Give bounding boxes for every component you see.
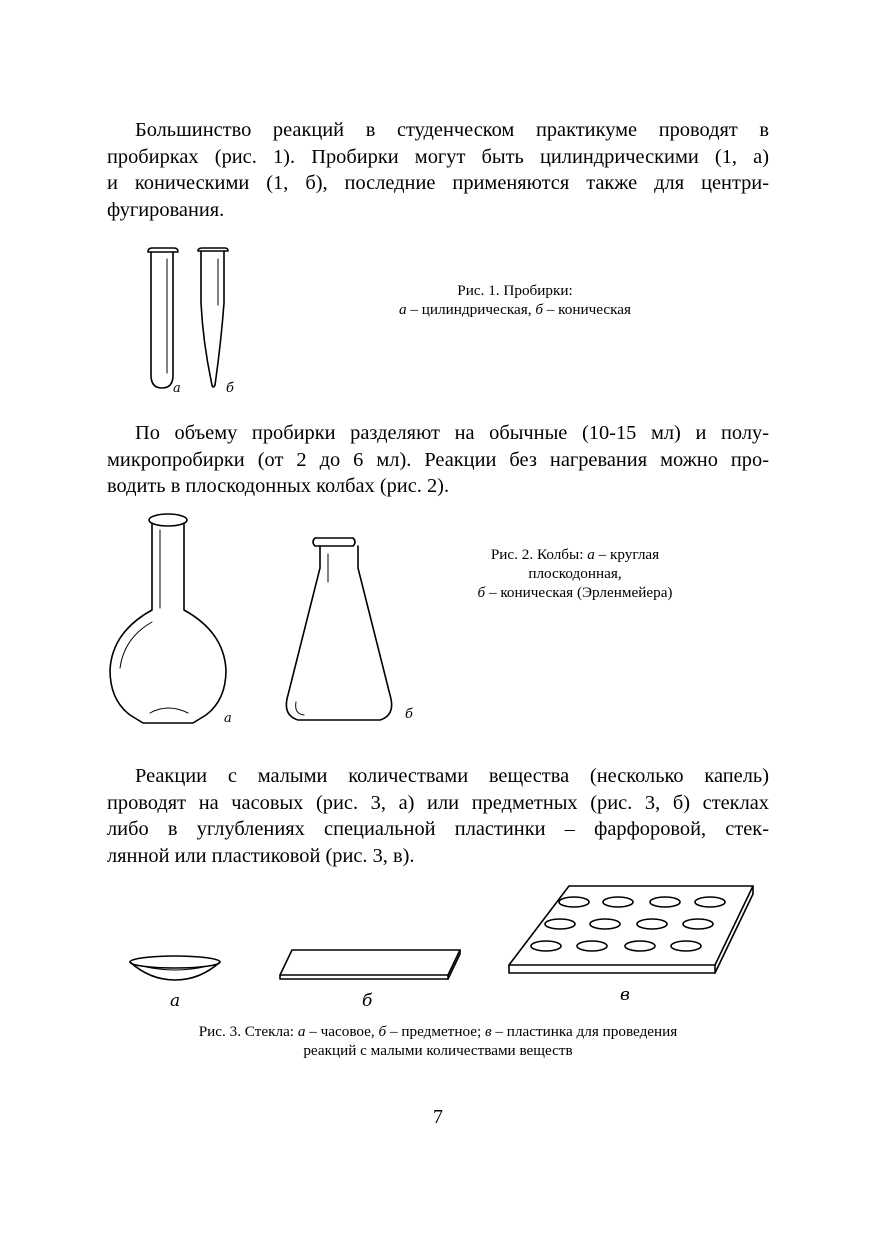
figure-1-caption (345, 281, 685, 319)
caption-line (100, 1022, 776, 1041)
paragraph-line: фугирования. (107, 198, 225, 221)
caption-letter: а (297, 1023, 306, 1040)
paragraph-line: проводят на часовых (рис. 3, а) или предметных (рис. 3, б) стеклах (107, 791, 769, 814)
erlenmeyer-flask-drawing (286, 538, 391, 720)
figure-3-label-c: в (620, 985, 630, 1005)
watch-glass-drawing (130, 956, 220, 980)
caption-letter: а (587, 546, 595, 563)
paragraph-line: Большинство реакций в студенческом практикуме проводят в (135, 119, 769, 141)
paragraph-tube-volume (107, 420, 769, 500)
cylindrical-test-tube-drawing (148, 248, 178, 388)
caption-text: Рис. 3. Стекла: (198, 1023, 298, 1040)
caption-text: – круглая (594, 546, 660, 563)
figure-3-label-a: а (170, 991, 181, 1011)
paragraph-line: пробирках (рис. 1). Пробирки могут быть цилиндрическими (1, а) (107, 145, 769, 168)
figure-2-caption (430, 545, 720, 602)
figure-3-glasses (120, 880, 770, 1010)
paragraph-glasses (107, 763, 769, 869)
caption-text: – коническая (542, 301, 631, 318)
caption-line: плоскодонная, (528, 565, 622, 582)
paragraph-line: Реакции с малыми количествами вещества (несколько капель) (135, 765, 769, 787)
round-flask-drawing (110, 514, 226, 723)
paragraph-line: и коническими (1, б), последние применяются также для центри- (107, 172, 769, 195)
figure-1-label-a: а (173, 381, 181, 396)
figure-1-test-tubes (140, 245, 250, 395)
caption-line (345, 300, 685, 319)
caption-text: – часовое, (305, 1023, 379, 1040)
figure-1-label-b: б (226, 381, 234, 396)
figure-2-label-b: б (405, 707, 413, 722)
caption-text: – пластинка для проведения (491, 1023, 678, 1040)
caption-line (430, 545, 720, 564)
spot-plate-drawing (509, 886, 753, 973)
caption-line (430, 583, 720, 602)
caption-text: – коническая (Эрленмейера) (485, 584, 673, 601)
caption-text: Рис. 2. Колбы: (490, 546, 588, 563)
caption-letter: б (535, 301, 543, 318)
paragraph-line: По объему пробирки разделяют на обычные (10-15 мл) и полу- (135, 422, 769, 444)
figure-3-caption (100, 1022, 776, 1060)
caption-text: – цилиндрическая, (406, 301, 536, 318)
figure-2-label-a: а (224, 711, 232, 726)
paragraph-line: микропробирки (от 2 до 6 мл). Реакции без нагревания можно про- (107, 448, 769, 471)
caption-letter: б (378, 1023, 387, 1040)
figure-3-label-b: б (362, 991, 373, 1011)
paragraph-test-tubes (107, 117, 769, 223)
caption-line: реакций с малыми количествами веществ (303, 1042, 573, 1059)
caption-title: Рис. 1. Пробирки: (457, 282, 573, 299)
caption-letter: а (399, 301, 407, 318)
paragraph-line: водить в плоскодонных колбах (рис. 2). (107, 475, 450, 498)
figure-2-flasks (100, 510, 430, 735)
microscope-slide-drawing (280, 950, 460, 979)
paragraph-line: лянной или пластиковой (рис. 3, в). (107, 844, 415, 867)
conical-test-tube-drawing (198, 248, 228, 387)
caption-text: – предметное; (386, 1023, 485, 1040)
paragraph-line: либо в углублениях специальной пластинки – фарфоровой, стек- (107, 818, 769, 841)
caption-letter: б (477, 584, 486, 601)
caption-letter: в (485, 1023, 492, 1040)
page-number: 7 (433, 1106, 443, 1128)
